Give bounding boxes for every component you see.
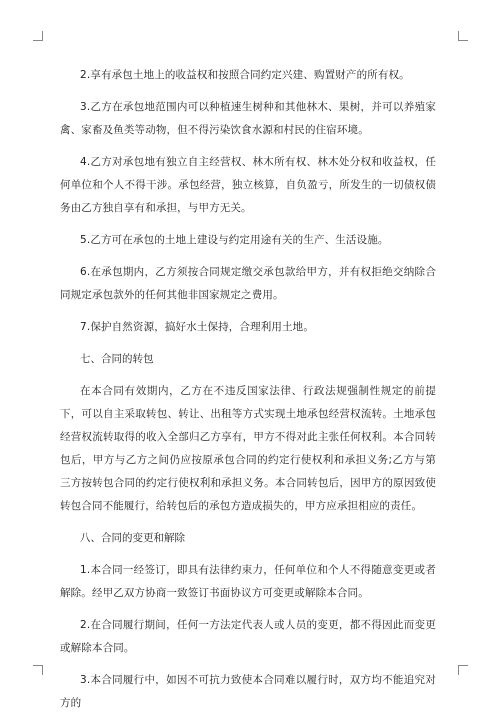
crop-mark-top-left	[33, 31, 43, 41]
paragraph-contract-fees: 6.在承包期内，乙方须按合同规定缴交承包款给甲方，并有权拒绝交纳除合同规定承包款外的任何其他非国家规定之费用。	[60, 266, 436, 301]
crop-mark-top-right	[458, 31, 468, 41]
paragraph-planting-breeding: 3.乙方在承包地范围内可以种植速生树种和其他林木、果树，并可以养殖家禽、家畜及鱼类等动物，但不得污染饮食水源和村民的住宿环境。	[60, 101, 436, 136]
paragraph-binding-force: 1.本合同一经签订，即具有法律约束力，任何单位和个人不得随意变更或者解除。经甲乙双方协商一致签订书面协议方可变更或解除本合同。	[60, 564, 436, 599]
paragraph-subcontract: 在本合同有效期内，乙方在不违反国家法律、行政法规强制性规定的前提下，可以自主采取转包、转让、出租等方式实现土地承包经营权流转。土地承包经营权流转取得的收入全部归乙方享有，甲方不得对此主张任何权利。本合同转包后，甲方与乙方之间仍应按原承包合同的约定行使权利和承担义务;乙方与第三方按转包合同的约定行使权利和承担义务。本合同转包后，因甲方的原因致使转包合同不能履行，给转包后的承包方造成损失的，甲方应承担相应的责任。	[60, 385, 436, 512]
paragraph-facilities: 5.乙方可在承包的土地上建设与约定用途有关的生产、生活设施。	[80, 234, 389, 246]
paragraph-representative-change: 2.在合同履行期间，任何一方法定代表人或人员的变更，都不得因此而变更或解除本合同。	[60, 619, 436, 654]
crop-mark-bottom-right	[458, 665, 468, 675]
paragraph-resource-protection: 7.保护自然资源，搞好水土保持，合理利用土地。	[80, 321, 314, 333]
paragraph-independent-operation: 4.乙方对承包地有独立自主经营权、林木所有权、林木处分权和收益权，任何单位和个人不得干涉。承包经营，独立核算，自负盈亏，所发生的一切债权债务由乙方独自享有和承担，与甲方无关。	[60, 156, 436, 214]
section-heading-subcontract: 七、合同的转包	[80, 353, 154, 365]
section-heading-change-termination: 八、合同的变更和解除	[80, 532, 185, 544]
crop-mark-bottom-left	[33, 665, 43, 675]
document-body	[60, 64, 436, 724]
paragraph-right-income: 2.享有承包土地上的收益权和按照合同约定兴建、购置财产的所有权。	[80, 69, 410, 81]
paragraph-force-majeure: 3.本合同履行中，如因不可抗力致使本合同难以履行时，双方均不能追究对方的	[60, 674, 436, 709]
